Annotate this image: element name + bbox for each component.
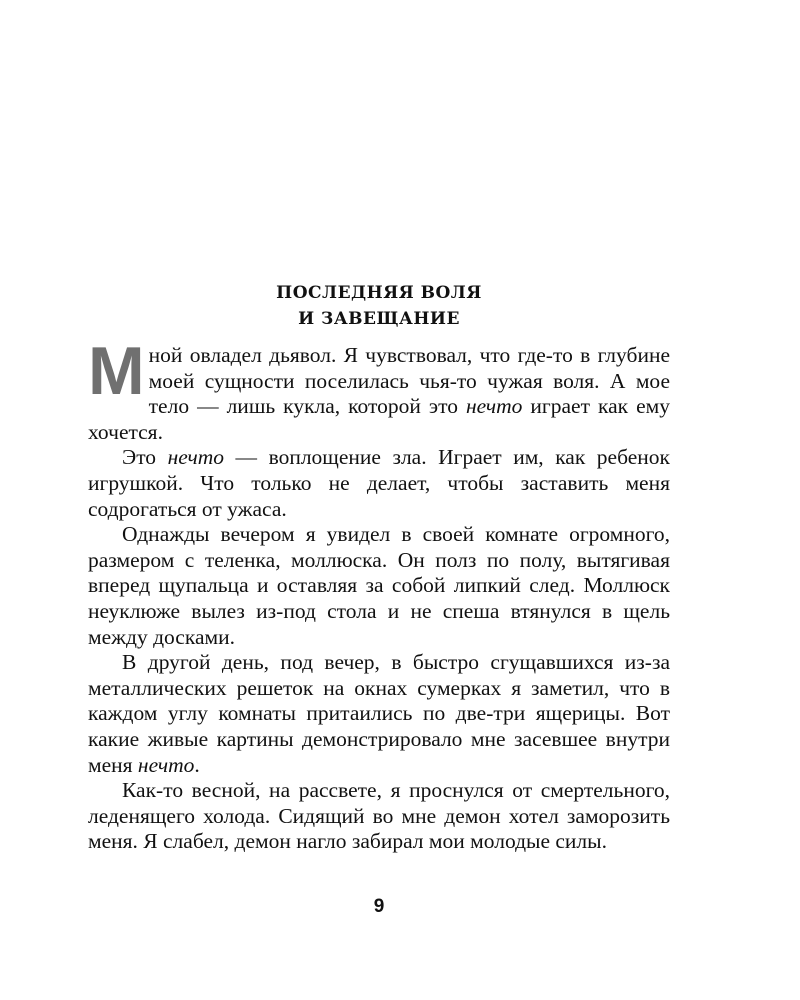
- paragraph-5: Как-то весной, на рассвете, я проснулся от смертельного, леденящего холода. Сидящий во мне демон хотел заморозить меня. Я слабел, демон нагло забирал мои молодые силы.: [88, 778, 670, 854]
- emphasis-text: нечто: [137, 752, 195, 777]
- chapter-title: [88, 280, 670, 332]
- body-text: [88, 333, 670, 855]
- paragraph-2: [88, 445, 670, 522]
- paragraph-text: — воплощение зла. Играет им, как ребенок игрушкой. Что только не делает, чтобы заставить меня содрогаться от ужаса.: [88, 445, 670, 521]
- paragraph-text: ной овладел дьявол. Я чувствовал, что где-то в глубине моей сущности поселилась чья-то чужая воля. А мое тело — лишь кукла, которой это: [148, 343, 670, 419]
- chapter-title-line-1: ПОСЛЕДНЯЯ ВОЛЯ: [276, 283, 482, 303]
- paragraph-text: .: [194, 752, 200, 777]
- chapter-title-line-2: И ЗАВЕЩАНИЕ: [298, 309, 460, 329]
- emphasis-text: нечто: [167, 445, 225, 470]
- page-number: 9: [373, 896, 385, 917]
- emphasis-text: нечто: [465, 394, 523, 419]
- paragraph-1: [88, 333, 670, 445]
- paragraph-4: [88, 650, 670, 778]
- book-page: [88, 0, 670, 1000]
- paragraph-3: Однажды вечером я увидел в своей комнате огромного, размером с теленка, моллюска. Он полз по полу, вытягивая вперед щупальца и оставляя за собой липкий след. Моллюск неуклюже вылез из-под стола и не спеша втянулся в щель между досками.: [88, 522, 670, 649]
- drop-cap: М: [88, 333, 145, 409]
- paragraph-text: Это: [122, 445, 168, 470]
- paragraph-text: играет как ему хочется.: [88, 394, 670, 444]
- paragraph-text: В другой день, под вечер, в быстро сгущавшихся из-за металлических решеток на окнах сумерках я заметил, что в каждом углу комнаты притаились по две-три ящерицы. Вот какие живые картины демонстрировало мне засевшее внутри меня: [88, 650, 670, 777]
